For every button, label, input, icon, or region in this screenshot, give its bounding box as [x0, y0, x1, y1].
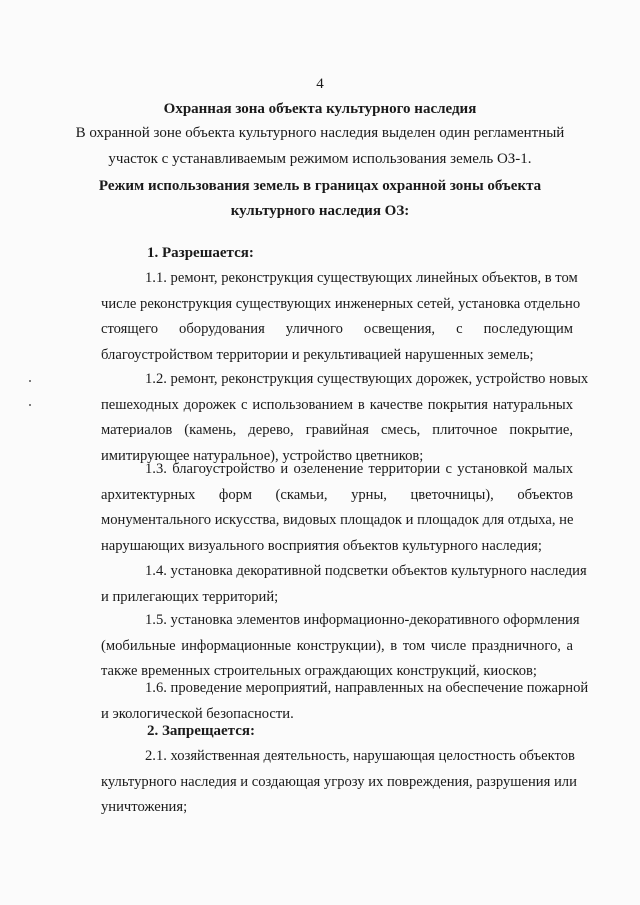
prohibited-item-2-1: [101, 744, 577, 821]
allowed-item-1-4: [101, 559, 587, 610]
text-line: числе реконструкция существующих инженерных сетей, установка отдельно: [101, 295, 581, 312]
allowed-item-1-1: [101, 266, 581, 368]
page-number: 4: [316, 76, 324, 92]
text-line: материалов (камень, дерево, гравийная смесь, плиточное покрытие,: [101, 422, 573, 439]
allowed-item-1-2: [101, 367, 589, 469]
scan-speck: [29, 404, 31, 406]
text-line: стоящего оборудования уличного освещения, с последующим: [101, 321, 573, 338]
text-line: 1.6. проведение мероприятий, направленных на обеспечение пожарной: [145, 680, 589, 696]
text-line: имитирующее натуральное), устройство цветников;: [101, 447, 424, 464]
allowed-item-1-3: [101, 457, 573, 559]
text-line: культурного наследия и создающая угрозу их повреждения, разрушения или: [101, 773, 577, 790]
text-line: уничтожения;: [101, 799, 188, 816]
allowed-item-1-6: [101, 676, 589, 727]
text-line: и экологической безопасности.: [101, 705, 294, 722]
text-line: архитектурных форм (скамьи, урны, цветочницы), объектов: [101, 486, 573, 503]
section-title: Охранная зона объекта культурного наследия: [163, 101, 477, 117]
text-line: нарушающих визуального восприятия объектов культурного наследия;: [101, 537, 542, 554]
allowed-heading: 1. Разрешается:: [147, 245, 254, 261]
text-line: 1.5. установка элементов информационно-декоративного оформления: [145, 612, 580, 628]
text-line: 1.3. благоустройство и озеленение территории с установкой малых: [145, 461, 573, 477]
regime-title-line-2: культурного наследия ОЗ:: [230, 203, 410, 219]
allowed-item-1-5: [101, 608, 580, 685]
text-line: монументального искусства, видовых площадок и площадок для отдыха, не: [101, 512, 574, 529]
text-line: благоустройством территории и рекультивацией нарушенных земель;: [101, 346, 534, 363]
text-line: и прилегающих территорий;: [101, 588, 279, 605]
prohibited-heading: 2. Запрещается:: [147, 723, 256, 739]
text-line: 1.4. установка декоративной подсветки объектов культурного наследия: [145, 563, 587, 579]
text-line: 1.2. ремонт, реконструкция существующих дорожек, устройство новых: [145, 371, 589, 387]
text-line: 2.1. хозяйственная деятельность, нарушающая целостность объектов: [145, 748, 575, 764]
intro-line-1: В охранной зоне объекта культурного наследия выделен один регламентный: [75, 125, 565, 141]
scan-speck: [29, 380, 31, 382]
text-line: пешеходных дорожек с использованием в качестве покрытия натуральных: [101, 396, 573, 413]
text-line: 1.1. ремонт, реконструкция существующих линейных объектов, в том: [145, 270, 578, 286]
intro-line-2: участок с устанавливаемым режимом использования земель ОЗ-1.: [108, 151, 532, 167]
regime-title-line-1: Режим использования земель в границах охранной зоны объекта: [98, 178, 542, 194]
text-line: (мобильные информационные конструкции), в том числе праздничного, а: [101, 637, 573, 654]
text-line: также временных строительных ограждающих конструкций, киосков;: [101, 663, 537, 680]
